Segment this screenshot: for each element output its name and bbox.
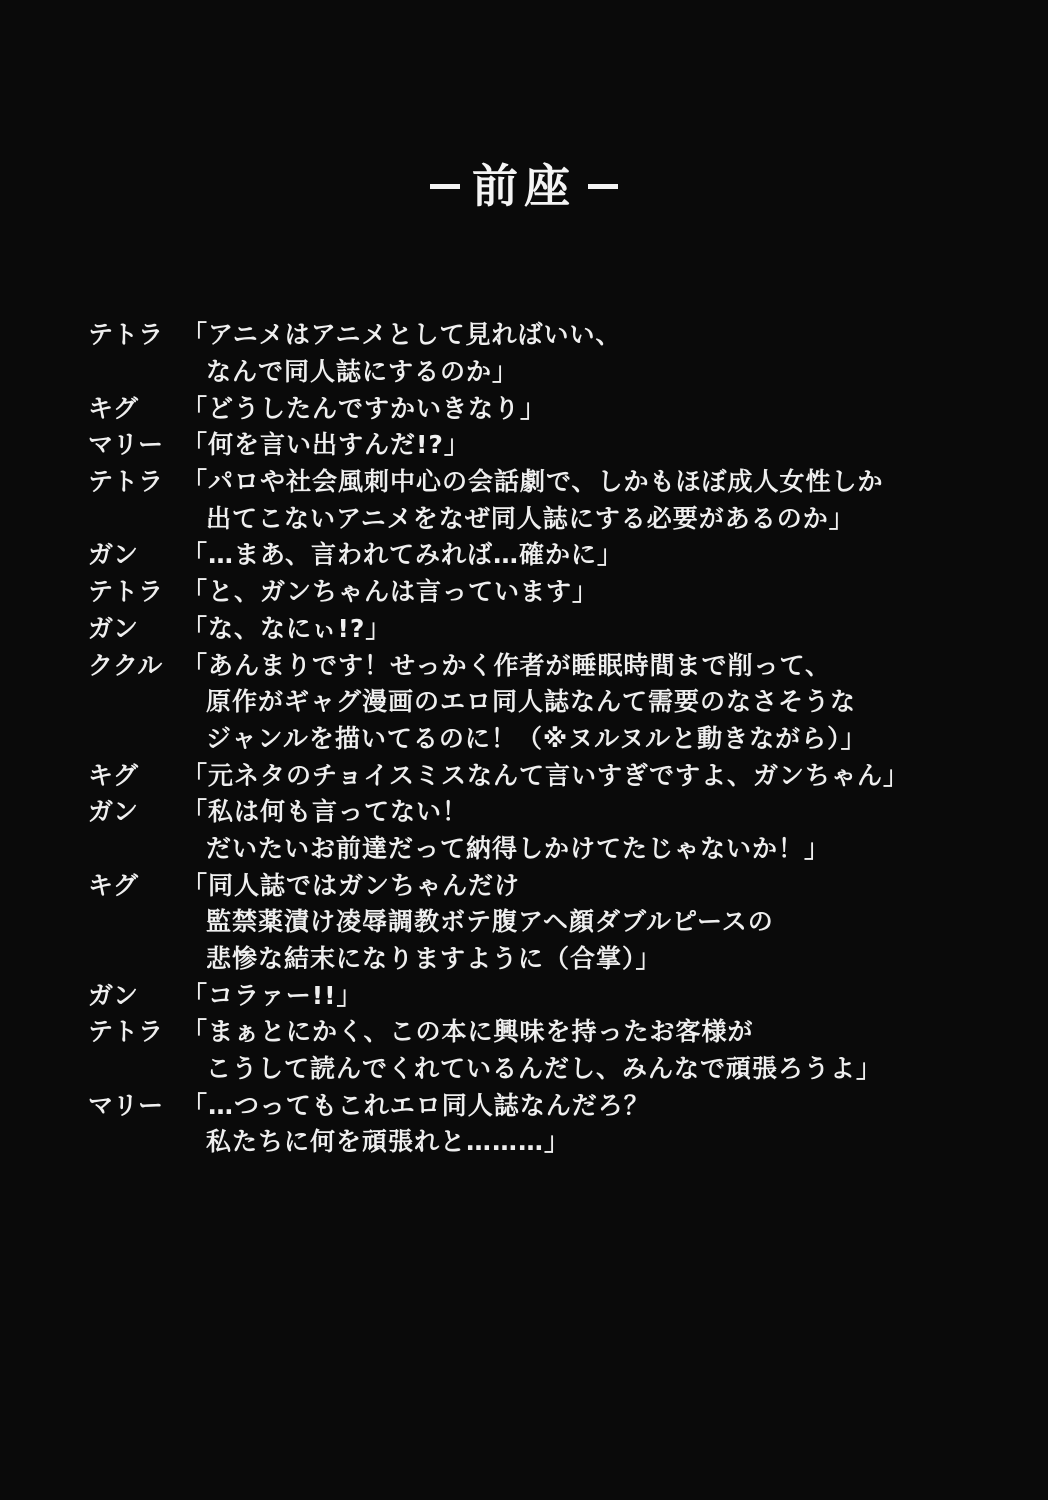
dialogue-text: 私たちに何を頑張れと………」 (206, 1127, 571, 1157)
dialogue-line (88, 645, 1008, 682)
dialogue-text: ジャンルを描いてるのに！（※ヌルヌルと動きながら）」 (206, 723, 867, 753)
speaker-name: マリー (88, 1090, 164, 1120)
dialogue-line (88, 792, 1008, 829)
dialogue-text: 悲惨な結末になりますように（合掌）」 (206, 944, 662, 974)
dialogue-line (88, 388, 1008, 425)
dialogue-line (88, 1122, 1008, 1159)
dialogue-text: 「アニメはアニメとして見ればいい、 (182, 320, 622, 350)
speaker-name: ガン (88, 540, 139, 570)
page-title (0, 150, 1048, 216)
dialogue-text: 「な、なにぃ!?」 (182, 613, 392, 643)
speaker-name: テトラ (88, 320, 164, 350)
dialogue-text: 「と、ガンちゃんは言っています」 (182, 577, 599, 607)
dialogue-line (88, 755, 1008, 792)
dialogue-text: 「どうしたんですかいきなり」 (182, 393, 547, 423)
dialogue-text: 「同人誌ではガンちゃんだけ (182, 870, 521, 900)
dialogue-line (88, 719, 1008, 756)
dialogue-line (88, 865, 1008, 902)
dialogue-block (88, 315, 1008, 1159)
dialogue-text: だいたいお前達だって納得しかけてたじゃないか！」 (206, 833, 831, 863)
dialogue-line (88, 315, 1008, 352)
dialogue-text: こうして読んでくれているんだし、みんなで頑張ろうよ」 (206, 1054, 883, 1084)
dialogue-text: 原作がギャグ漫画のエロ同人誌なんて需要のなさそうな (206, 687, 857, 717)
speaker-name: ガン (88, 797, 139, 827)
speaker-name: キグ (88, 870, 139, 900)
dialogue-text: 監禁薬漬け凌辱調教ボテ腹アヘ顔ダブルピースの (206, 907, 774, 937)
dialogue-text: なんで同人誌にするのか」 (206, 357, 519, 387)
dialogue-text: 「元ネタのチョイスミスなんて言いすぎですよ、ガンちゃん」 (182, 760, 910, 790)
dialogue-text: 出てこないアニメをなぜ同人誌にする必要があるのか」 (206, 503, 855, 533)
dialogue-line (88, 902, 1008, 939)
dialogue-text: 「…まあ、言われてみれば…確かに」 (182, 540, 624, 570)
dialogue-line (88, 498, 1008, 535)
dialogue-line (88, 682, 1008, 719)
speaker-name: ククル (88, 650, 163, 680)
title-text: 前座 (472, 159, 576, 213)
speaker-name: テトラ (88, 577, 164, 607)
dialogue-text: 「私は何も言ってない！ (182, 797, 469, 827)
dialogue-line (88, 425, 1008, 462)
dialogue-line (88, 462, 1008, 499)
dialogue-text: 「あんまりです！せっかく作者が睡眠時間まで削って、 (182, 650, 832, 680)
dialogue-line (88, 975, 1008, 1012)
speaker-name: キグ (88, 393, 139, 423)
speaker-name: ガン (88, 980, 139, 1010)
dialogue-text: 「パロや社会風刺中心の会話劇で、しかもほぼ成人女性しか (182, 467, 884, 497)
speaker-name: ガン (88, 613, 139, 643)
speaker-name: マリー (88, 430, 164, 460)
speaker-name: キグ (88, 760, 139, 790)
dialogue-text: 「まぁとにかく、この本に興味を持ったお客様が (182, 1017, 754, 1047)
title-dash-right (588, 184, 618, 189)
dialogue-text: 「何を言い出すんだ!?」 (182, 430, 470, 460)
dialogue-text: 「…つってもこれエロ同人誌なんだろ？ (182, 1090, 650, 1120)
dialogue-line (88, 1049, 1008, 1086)
title-dash-left (430, 184, 460, 189)
dialogue-line (88, 535, 1008, 572)
dialogue-line (88, 609, 1008, 646)
dialogue-line (88, 1012, 1008, 1049)
dialogue-line (88, 829, 1008, 866)
dialogue-line (88, 1085, 1008, 1122)
dialogue-line (88, 939, 1008, 976)
speaker-name: テトラ (88, 1017, 164, 1047)
dialogue-line (88, 352, 1008, 389)
speaker-name: テトラ (88, 467, 164, 497)
dialogue-line (88, 572, 1008, 609)
dialogue-text: 「コラァー!!」 (182, 980, 363, 1010)
